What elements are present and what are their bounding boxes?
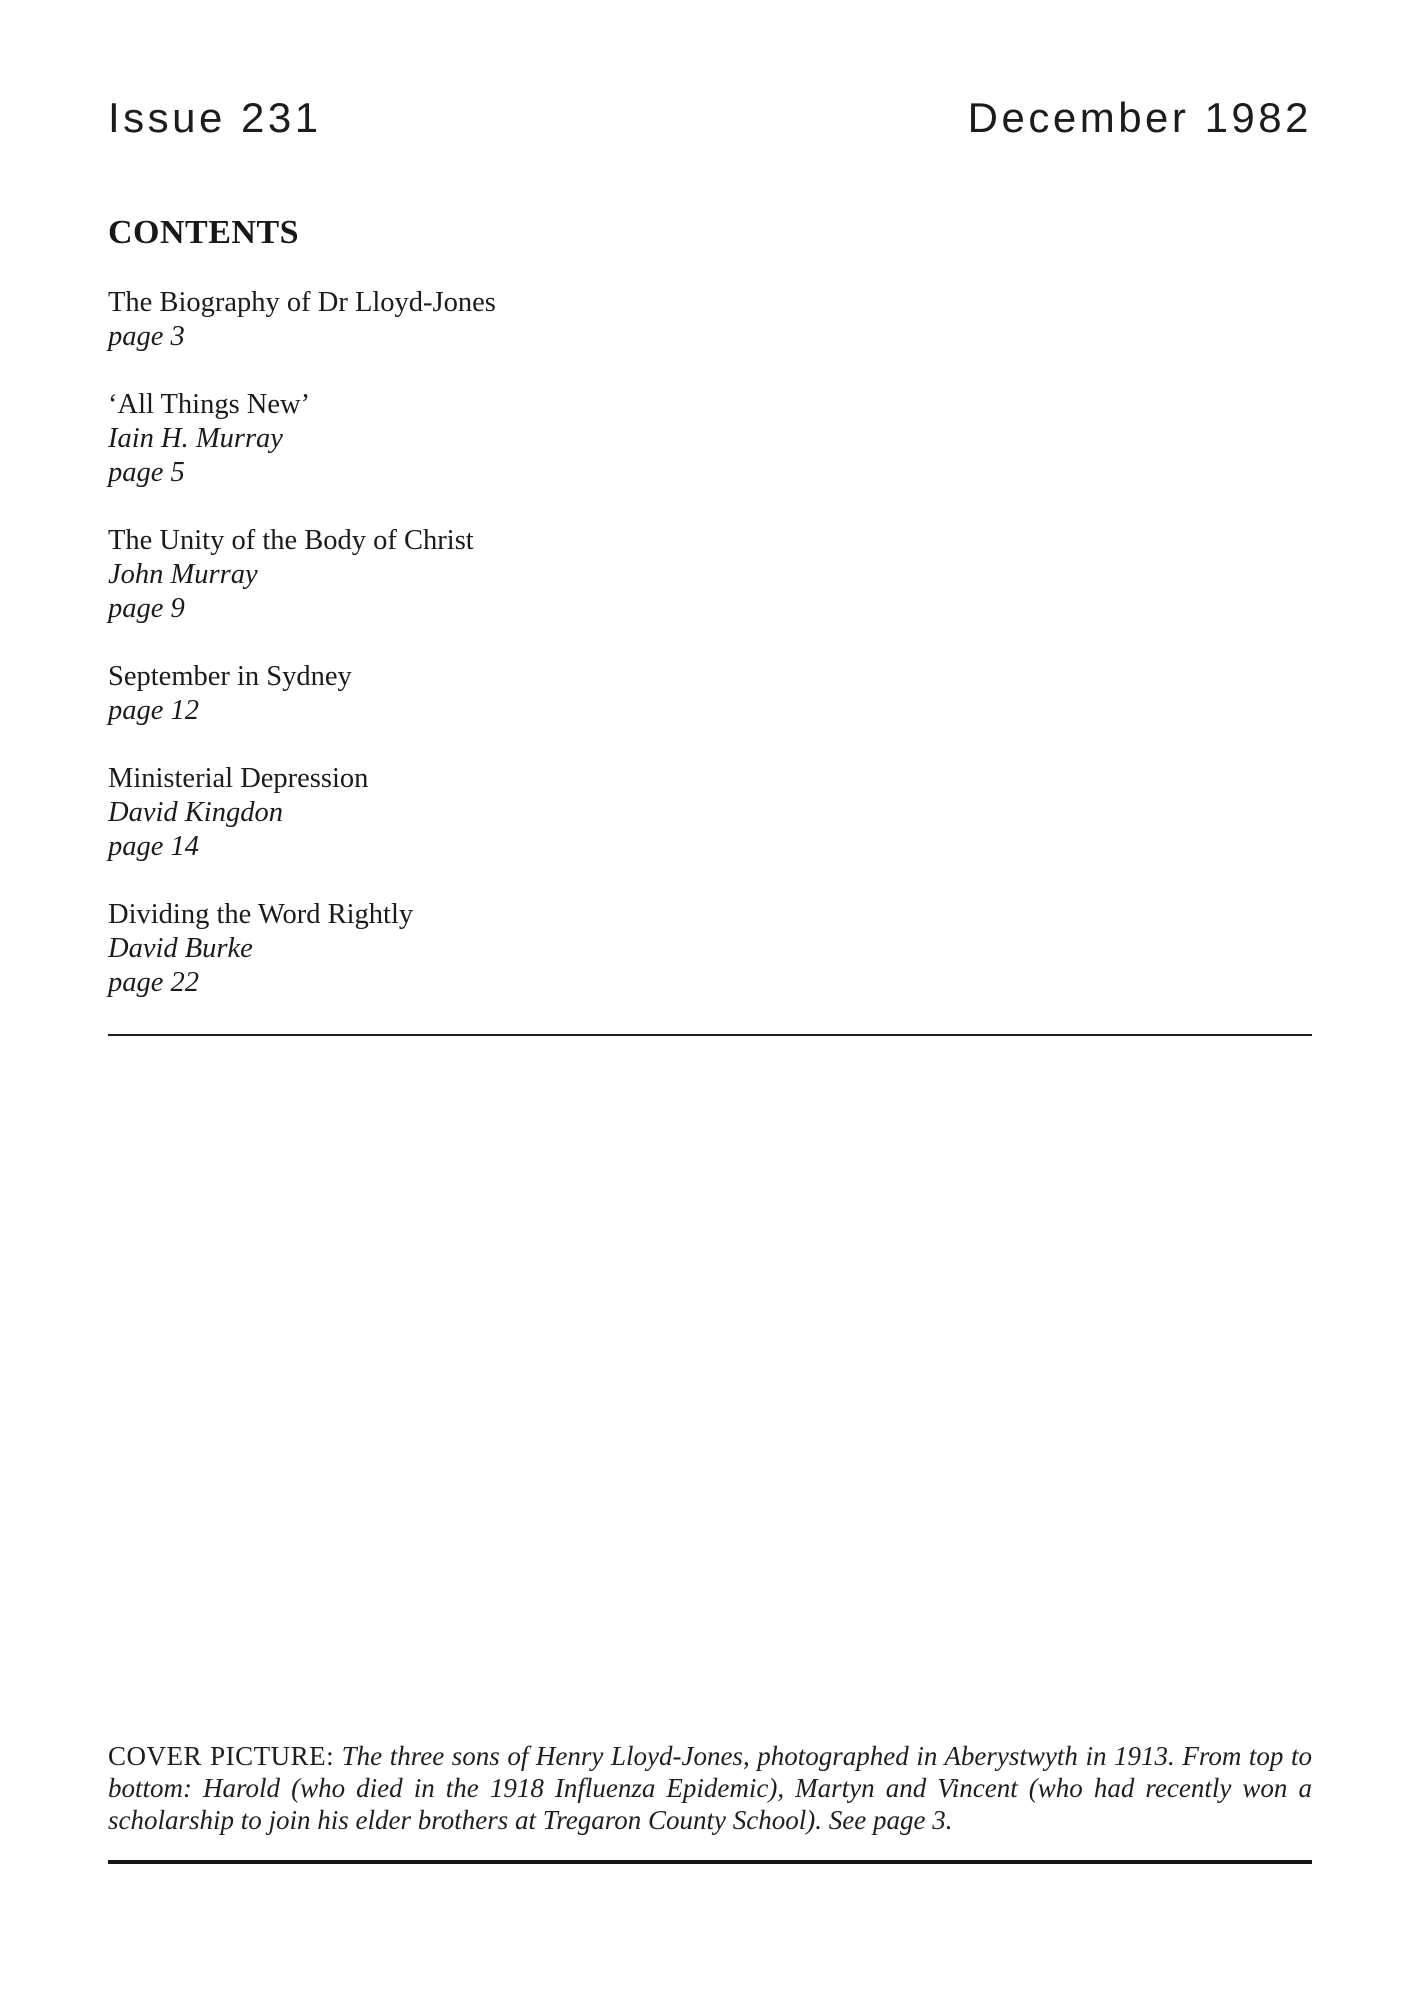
cover-picture-text: The three sons of Henry Lloyd-Jones, photographed in Aberystwyth in 1913. From top to bottom: Harold (who died in the 1918 Influenza Epidemic), Martyn and Vincent (who had recently won a scholarship to join his elder brothers at Tregaron County School). See page 3. — [108, 1741, 1312, 1836]
toc-entry-page: page 5 — [108, 457, 185, 489]
toc-entry-page: page 22 — [108, 967, 200, 999]
toc-entry-title: The Biography of Dr Lloyd-Jones — [108, 287, 496, 319]
cover-picture-note — [108, 1740, 1312, 1836]
toc-entry-page: page 14 — [108, 831, 200, 863]
toc-entry — [108, 660, 1312, 728]
contents-heading: CONTENTS — [108, 214, 300, 252]
toc-entry-author: David Burke — [108, 933, 253, 965]
toc-entry-title: September in Sydney — [108, 661, 352, 693]
bottom-rule — [108, 1860, 1312, 1864]
toc-entry-title: Ministerial Depression — [108, 763, 369, 795]
toc-entry-title: Dividing the Word Rightly — [108, 899, 414, 931]
toc-entry — [108, 388, 1312, 490]
divider-rule — [108, 1034, 1312, 1036]
issue-date: December 1982 — [967, 94, 1312, 141]
table-of-contents — [108, 286, 1312, 1000]
toc-entry-page: page 9 — [108, 593, 185, 625]
toc-entry-author: John Murray — [108, 559, 258, 591]
toc-entry-author: Iain H. Murray — [108, 423, 283, 455]
toc-entry-title: The Unity of the Body of Christ — [108, 525, 474, 557]
toc-entry — [108, 524, 1312, 626]
toc-entry — [108, 762, 1312, 864]
toc-entry — [108, 286, 1312, 354]
toc-entry-page: page 3 — [108, 321, 185, 353]
toc-entry-title: ‘All Things New’ — [108, 389, 311, 421]
toc-entry-page: page 12 — [108, 695, 200, 727]
toc-entry — [108, 898, 1312, 1000]
cover-picture-label: COVER PICTURE: — [108, 1741, 335, 1772]
issue-number: Issue 231 — [108, 94, 322, 141]
toc-entry-author: David Kingdon — [108, 797, 283, 829]
masthead — [108, 0, 1312, 142]
